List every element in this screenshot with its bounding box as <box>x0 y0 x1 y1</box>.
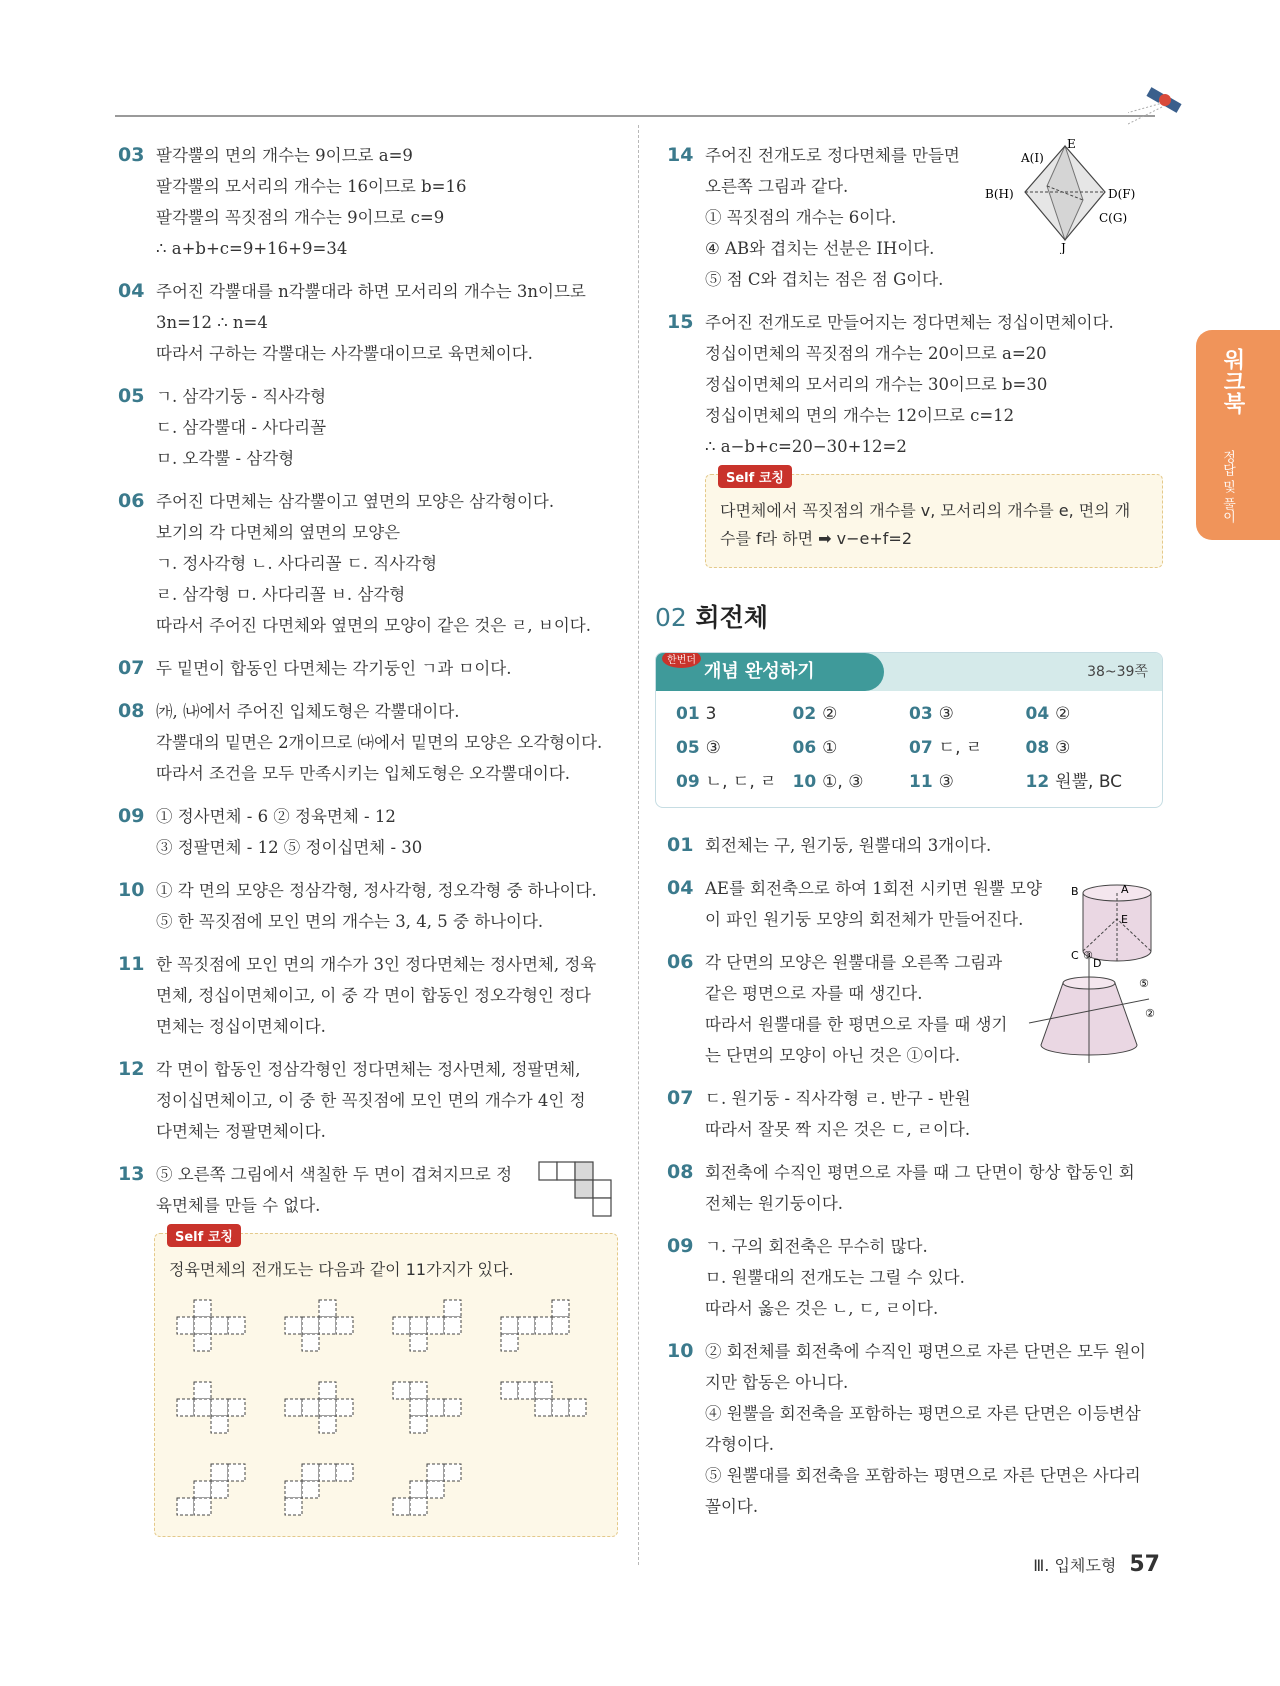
net-face <box>444 1300 461 1317</box>
problem-number: 12 <box>118 1058 145 1080</box>
problem-number: 09 <box>118 805 145 827</box>
side-tab-subtitle: 정답 및 풀이 <box>1220 450 1235 524</box>
section-name: 회전체 <box>695 603 768 632</box>
line: ㅁ. 오각뿔 - 삼각형 <box>156 449 295 468</box>
net-face <box>177 1317 194 1334</box>
header-rule <box>115 115 1155 117</box>
cube-net <box>277 1294 377 1358</box>
concept-answer <box>793 767 910 797</box>
net-face <box>535 1317 552 1334</box>
label-5: ⑤ <box>1139 977 1149 990</box>
net-face <box>228 1317 245 1334</box>
concept-answer-value: ③ <box>1055 738 1071 758</box>
line: 꼴이다. <box>705 1497 759 1516</box>
label-J: J <box>1061 241 1066 254</box>
net-face <box>501 1382 518 1399</box>
net-face <box>552 1300 569 1317</box>
cube-net-figure <box>538 1161 614 1217</box>
net-face <box>228 1399 245 1416</box>
frustum-figure <box>1027 951 1159 1071</box>
net-face <box>285 1481 302 1498</box>
answer-13 <box>118 1159 618 1221</box>
answer-r06 <box>667 947 1163 1071</box>
coaching-tag: Self 코칭 <box>167 1224 241 1247</box>
cube-net <box>277 1458 377 1522</box>
answer-r08 <box>667 1157 1163 1219</box>
problem-number: 10 <box>667 1340 694 1362</box>
line: 이 파인 원기둥 모양의 회전체가 만들어진다. <box>705 910 1024 929</box>
net-face <box>444 1317 461 1334</box>
answer-12 <box>118 1054 618 1147</box>
concept-answer-number: 12 <box>1025 772 1050 792</box>
net-face <box>302 1334 319 1351</box>
problem-number: 06 <box>667 951 694 973</box>
line: 각 단면의 모양은 원뿔대를 오른쪽 그림과 <box>705 953 1003 972</box>
net-face <box>302 1464 319 1481</box>
line: 육면체를 만들 수 없다. <box>156 1196 321 1215</box>
section-title <box>655 598 1163 634</box>
concept-answer-number: 02 <box>792 704 817 724</box>
label-A: A <box>1121 883 1129 896</box>
net-face <box>319 1317 336 1334</box>
side-tab-title: 워크북 <box>1220 348 1245 414</box>
answer-r09 <box>667 1231 1163 1324</box>
net-face <box>211 1317 228 1334</box>
cube-net <box>277 1376 377 1440</box>
line: ∴ a+b+c=9+16+9=34 <box>156 239 348 258</box>
net-face <box>393 1382 410 1399</box>
net-face <box>427 1317 444 1334</box>
label-C: C <box>1071 949 1079 962</box>
line: 따라서 구하는 각뿔대는 사각뿔대이므로 육면체이다. <box>156 344 533 363</box>
answer-grid <box>656 691 1162 807</box>
workbook-side-tab <box>1196 330 1280 540</box>
line: 두 밑면이 합동인 다면체는 각기둥인 ㄱ과 ㅁ이다. <box>156 659 512 678</box>
net-face <box>552 1399 569 1416</box>
net-face <box>285 1399 302 1416</box>
left-column <box>118 140 618 1551</box>
line: 3n=12 ∴ n=4 <box>156 313 268 332</box>
concept-answer-number: 11 <box>909 772 933 792</box>
answer-14 <box>667 137 1163 295</box>
problem-number: 07 <box>667 1087 694 1109</box>
net-face <box>194 1498 211 1515</box>
line: 각뿔대의 밑면은 2개이므로 ㈐에서 밑면의 모양은 오각형이다. <box>156 733 603 752</box>
answer-03 <box>118 140 618 264</box>
concept-answer-number: 01 <box>676 704 700 724</box>
concept-answer <box>793 699 910 729</box>
problem-number: 05 <box>118 385 145 407</box>
line: ① 정사면체 - 6 ② 정육면체 - 12 <box>156 807 396 826</box>
net-face <box>211 1464 228 1481</box>
line: 따라서 잘못 짝 지은 것은 ㄷ, ㄹ이다. <box>705 1120 971 1139</box>
line: 면체, 정십이면체이고, 이 중 각 면이 합동인 정오각형인 정다 <box>156 986 591 1005</box>
line: ⑤ 점 C와 겹치는 점은 점 G이다. <box>705 270 944 289</box>
line: ㄹ. 삼각형 ㅁ. 사다리꼴 ㅂ. 삼각형 <box>156 585 406 604</box>
label-E: E <box>1121 913 1128 926</box>
self-coaching-box <box>154 1230 618 1537</box>
concept-answer-box <box>655 652 1163 808</box>
line: 따라서 조건을 모두 만족시키는 입체도형은 오각뿔대이다. <box>156 764 571 783</box>
coaching-text: 정육면체의 전개도는 다음과 같이 11가지가 있다. <box>169 1260 514 1279</box>
line: ④ 원뿔을 회전축을 포함하는 평면으로 자른 단면은 이등변삼 <box>705 1404 1141 1423</box>
label-A: A(I) <box>1021 151 1044 165</box>
cube-net <box>169 1458 269 1522</box>
line: 오른쪽 그림과 같다. <box>705 177 849 196</box>
label-B: B <box>1071 885 1079 898</box>
line: ① 각 면의 모양은 정삼각형, 정사각형, 정오각형 중 하나이다. <box>156 881 597 900</box>
line: ㄷ. 원기둥 - 직사각형 ㄹ. 반구 - 반원 <box>705 1089 971 1108</box>
answer-r10 <box>667 1336 1163 1522</box>
line: ⑤ 오른쪽 그림에서 색칠한 두 면이 겹쳐지므로 정 <box>156 1165 513 1184</box>
net-face <box>302 1481 319 1498</box>
net-face <box>393 1317 410 1334</box>
concept-answer-number: 05 <box>676 738 700 758</box>
concept-header <box>656 653 1162 691</box>
line: 팔각뿔의 모서리의 개수는 16이므로 b=16 <box>156 177 467 196</box>
line: ㅁ. 원뿔대의 전개도는 그릴 수 있다. <box>705 1268 965 1287</box>
concept-answer <box>676 699 793 729</box>
concept-answer-number: 09 <box>676 772 700 792</box>
net-face <box>444 1399 461 1416</box>
line: 주어진 전개도로 정다면체를 만들면 <box>705 146 960 165</box>
concept-answer-number: 03 <box>909 704 933 724</box>
cube-net <box>169 1294 269 1358</box>
concept-answer-value: ③ <box>705 738 721 758</box>
net-face <box>177 1399 194 1416</box>
chapter-label: Ⅲ. 입체도형 <box>1033 1556 1117 1575</box>
net-face <box>194 1334 211 1351</box>
column-divider <box>638 125 639 1565</box>
line: 다면체는 정팔면체이다. <box>156 1122 326 1141</box>
line: ∴ a−b+c=20−30+12=2 <box>705 437 907 456</box>
net-face <box>302 1317 319 1334</box>
concept-answer-value: ② <box>822 704 838 724</box>
problem-number: 09 <box>667 1235 694 1257</box>
octahedron-figure <box>985 134 1160 254</box>
coaching-text: 수를 f라 하면 ➡ v−e+f=2 <box>720 529 913 548</box>
net-face <box>194 1382 211 1399</box>
net-face <box>518 1317 535 1334</box>
net-face <box>393 1498 410 1515</box>
net-face <box>410 1317 427 1334</box>
cube-net <box>385 1376 485 1440</box>
concept-answer-value: ③ <box>938 704 954 724</box>
label-E: E <box>1067 137 1076 151</box>
line: ㄱ. 정사각형 ㄴ. 사다리꼴 ㄷ. 직사각형 <box>156 554 438 573</box>
line: 정십이면체의 꼭짓점의 개수는 20이므로 a=20 <box>705 344 1047 363</box>
net-face <box>535 1399 552 1416</box>
line: 팔각뿔의 면의 개수는 9이므로 a=9 <box>156 146 413 165</box>
line: ③ 정팔면체 - 12 ⑤ 정이십면체 - 30 <box>156 838 423 857</box>
concept-answer-value: ③ <box>938 772 954 792</box>
net-face <box>427 1481 444 1498</box>
line: ① 꼭짓점의 개수는 6이다. <box>705 208 897 227</box>
cube-net <box>493 1376 593 1440</box>
line: 팔각뿔의 꼭짓점의 개수는 9이므로 c=9 <box>156 208 445 227</box>
line: ② 회전체를 회전축에 수직인 평면으로 자른 단면은 모두 원이 <box>705 1342 1146 1361</box>
problem-number: 07 <box>118 657 145 679</box>
net-face <box>319 1300 336 1317</box>
line: 주어진 각뿔대를 n각뿔대라 하면 모서리의 개수는 3n이므로 <box>156 282 586 301</box>
line: 따라서 주어진 다면체와 옆면의 모양이 같은 것은 ㄹ, ㅂ이다. <box>156 616 591 635</box>
concept-answer <box>909 733 1026 763</box>
net-face <box>211 1399 228 1416</box>
problem-number: 08 <box>667 1161 694 1183</box>
cube-net <box>493 1294 593 1358</box>
net-face <box>444 1464 461 1481</box>
line: ⑤ 한 꼭짓점에 모인 면의 개수는 3, 4, 5 중 하나이다. <box>156 912 544 931</box>
net-face <box>410 1399 427 1416</box>
line: 각 면이 합동인 정삼각형인 정다면체는 정사면체, 정팔면체, <box>156 1060 581 1079</box>
concept-pages: 38~39쪽 <box>1087 664 1148 680</box>
label-D: D(F) <box>1108 187 1136 201</box>
net-face <box>410 1498 427 1515</box>
concept-answer-value: 원뿔, BC <box>1055 772 1123 792</box>
answer-07 <box>118 653 618 684</box>
concept-answer-value: ①, ③ <box>822 772 864 792</box>
line: 정십이면체의 모서리의 개수는 30이므로 b=30 <box>705 375 1048 394</box>
label-3: ③ <box>1083 951 1093 962</box>
self-coaching-box-2 <box>705 471 1163 568</box>
concept-answer-value: ㄴ, ㄷ, ㄹ <box>705 772 777 792</box>
concept-answer <box>909 699 1026 729</box>
net-face <box>319 1382 336 1399</box>
concept-badge: 한번더 <box>662 652 701 668</box>
page-footer <box>1033 1552 1160 1577</box>
concept-answer-number: 06 <box>792 738 817 758</box>
line: 같은 평면으로 자를 때 생긴다. <box>705 984 923 1003</box>
problem-number: 04 <box>118 280 145 302</box>
cube-nets-grid <box>169 1294 603 1522</box>
problem-number: 06 <box>118 490 145 512</box>
answer-15 <box>667 307 1163 462</box>
concept-answer <box>1026 699 1143 729</box>
net-face <box>319 1464 336 1481</box>
problem-number: 03 <box>118 144 145 166</box>
net-face <box>410 1481 427 1498</box>
net-face <box>211 1416 228 1433</box>
concept-answer-value: ② <box>1055 704 1071 724</box>
answer-10 <box>118 875 618 937</box>
line: 회전축에 수직인 평면으로 자를 때 그 단면이 항상 합동인 회 <box>705 1163 1135 1182</box>
line: 따라서 원뿔대를 한 평면으로 자를 때 생기 <box>705 1015 1008 1034</box>
cube-net <box>385 1458 485 1522</box>
problem-number: 04 <box>667 877 694 899</box>
cube-net <box>169 1376 269 1440</box>
net-face <box>336 1317 353 1334</box>
line: 지만 합동은 아니다. <box>705 1373 849 1392</box>
problem-number: 01 <box>667 834 694 856</box>
concept-answer <box>1026 733 1143 763</box>
net-face <box>535 1382 552 1399</box>
net-face <box>302 1399 319 1416</box>
line: 보기의 각 다면체의 옆면의 모양은 <box>156 523 401 542</box>
problem-number: 08 <box>118 700 145 722</box>
net-face <box>211 1481 228 1498</box>
label-2: ② <box>1145 1007 1155 1020</box>
problem-number: 11 <box>118 953 145 975</box>
concept-answer <box>793 733 910 763</box>
net-face <box>501 1317 518 1334</box>
net-face <box>336 1399 353 1416</box>
net-face <box>194 1317 211 1334</box>
answer-06 <box>118 486 618 641</box>
concept-answer <box>676 733 793 763</box>
net-face <box>427 1399 444 1416</box>
net-face <box>228 1464 245 1481</box>
concept-answer-number: 10 <box>792 772 817 792</box>
concept-title: 개념 완성하기 <box>656 653 884 691</box>
line: ㄷ. 삼각뿔대 - 사다리꼴 <box>156 418 327 437</box>
right-column <box>655 137 1163 1534</box>
line: 주어진 다면체는 삼각뿔이고 옆면의 모양은 삼각형이다. <box>156 492 555 511</box>
line: ④ AB와 겹치는 선분은 IH이다. <box>705 239 935 258</box>
concept-answer-number: 04 <box>1025 704 1050 724</box>
section-number: 02 <box>655 603 687 632</box>
answer-r07 <box>667 1083 1163 1145</box>
cube-net <box>385 1294 485 1358</box>
net-face <box>427 1464 444 1481</box>
coaching-text: 다면체에서 꼭짓점의 개수를 v, 모서리의 개수를 e, 면의 개 <box>720 501 1131 520</box>
label-B: B(H) <box>985 187 1014 201</box>
line: 정십이면체의 면의 개수는 12이므로 c=12 <box>705 406 1015 425</box>
label-C: C(G) <box>1099 211 1128 225</box>
line: 각형이다. <box>705 1435 775 1454</box>
answer-05 <box>118 381 618 474</box>
net-face <box>518 1382 535 1399</box>
concept-answer <box>1026 767 1143 797</box>
answer-09 <box>118 801 618 863</box>
problem-number: 14 <box>667 144 694 166</box>
line: ㈎, ㈏에서 주어진 입체도형은 각뿔대이다. <box>156 702 460 721</box>
line: 는 단면의 모양이 아닌 것은 ①이다. <box>705 1046 961 1065</box>
line: 면체는 정십이면체이다. <box>156 1017 326 1036</box>
line: 주어진 전개도로 만들어지는 정다면체는 정십이면체이다. <box>705 313 1114 332</box>
line: 회전체는 구, 원기둥, 원뿔대의 3개이다. <box>705 836 992 855</box>
answer-04 <box>118 276 618 369</box>
concept-answer-number: 08 <box>1025 738 1050 758</box>
net-face <box>410 1416 427 1433</box>
line: 따라서 옳은 것은 ㄴ, ㄷ, ㄹ이다. <box>705 1299 939 1318</box>
net-face <box>194 1300 211 1317</box>
line: AE를 회전축으로 하여 1회전 시키면 원뿔 모양 <box>705 879 1042 898</box>
net-face <box>194 1481 211 1498</box>
net-face <box>501 1334 518 1351</box>
concept-answer <box>676 767 793 797</box>
answer-r01 <box>667 830 1163 861</box>
concept-answer-value: ㄷ, ㄹ <box>938 738 983 758</box>
net-face <box>319 1416 336 1433</box>
problem-number: 10 <box>118 879 145 901</box>
line: 전체는 원기둥이다. <box>705 1194 844 1213</box>
problem-number: 13 <box>118 1163 145 1185</box>
net-face <box>336 1464 353 1481</box>
concept-answer-number: 07 <box>909 738 933 758</box>
net-face <box>194 1399 211 1416</box>
net-face <box>410 1334 427 1351</box>
net-face <box>569 1399 586 1416</box>
line: ㄱ. 삼각기둥 - 직사각형 <box>156 387 327 406</box>
answer-11 <box>118 949 618 1042</box>
problem-number: 15 <box>667 311 694 333</box>
concept-answer-value: ① <box>822 738 838 758</box>
satellite-icon <box>1128 84 1188 134</box>
coaching-tag: Self 코칭 <box>718 465 792 488</box>
line: 정이십면체이고, 이 중 한 꼭짓점에 모인 면의 개수가 4인 정 <box>156 1091 586 1110</box>
concept-answer-value: 3 <box>705 704 717 724</box>
answer-08 <box>118 696 618 789</box>
line: 한 꼭짓점에 모인 면의 개수가 3인 정다면체는 정사면체, 정육 <box>156 955 597 974</box>
label-D: D <box>1093 957 1102 970</box>
concept-answer <box>909 767 1026 797</box>
net-face <box>177 1498 194 1515</box>
net-face <box>285 1498 302 1515</box>
line: ㄱ. 구의 회전축은 무수히 많다. <box>705 1237 928 1256</box>
net-face <box>552 1317 569 1334</box>
net-face <box>319 1399 336 1416</box>
net-face <box>410 1382 427 1399</box>
page-number: 57 <box>1129 1552 1160 1577</box>
line: ⑤ 원뿔대를 회전축을 포함하는 평면으로 자른 단면은 사다리 <box>705 1466 1141 1485</box>
net-face <box>285 1317 302 1334</box>
